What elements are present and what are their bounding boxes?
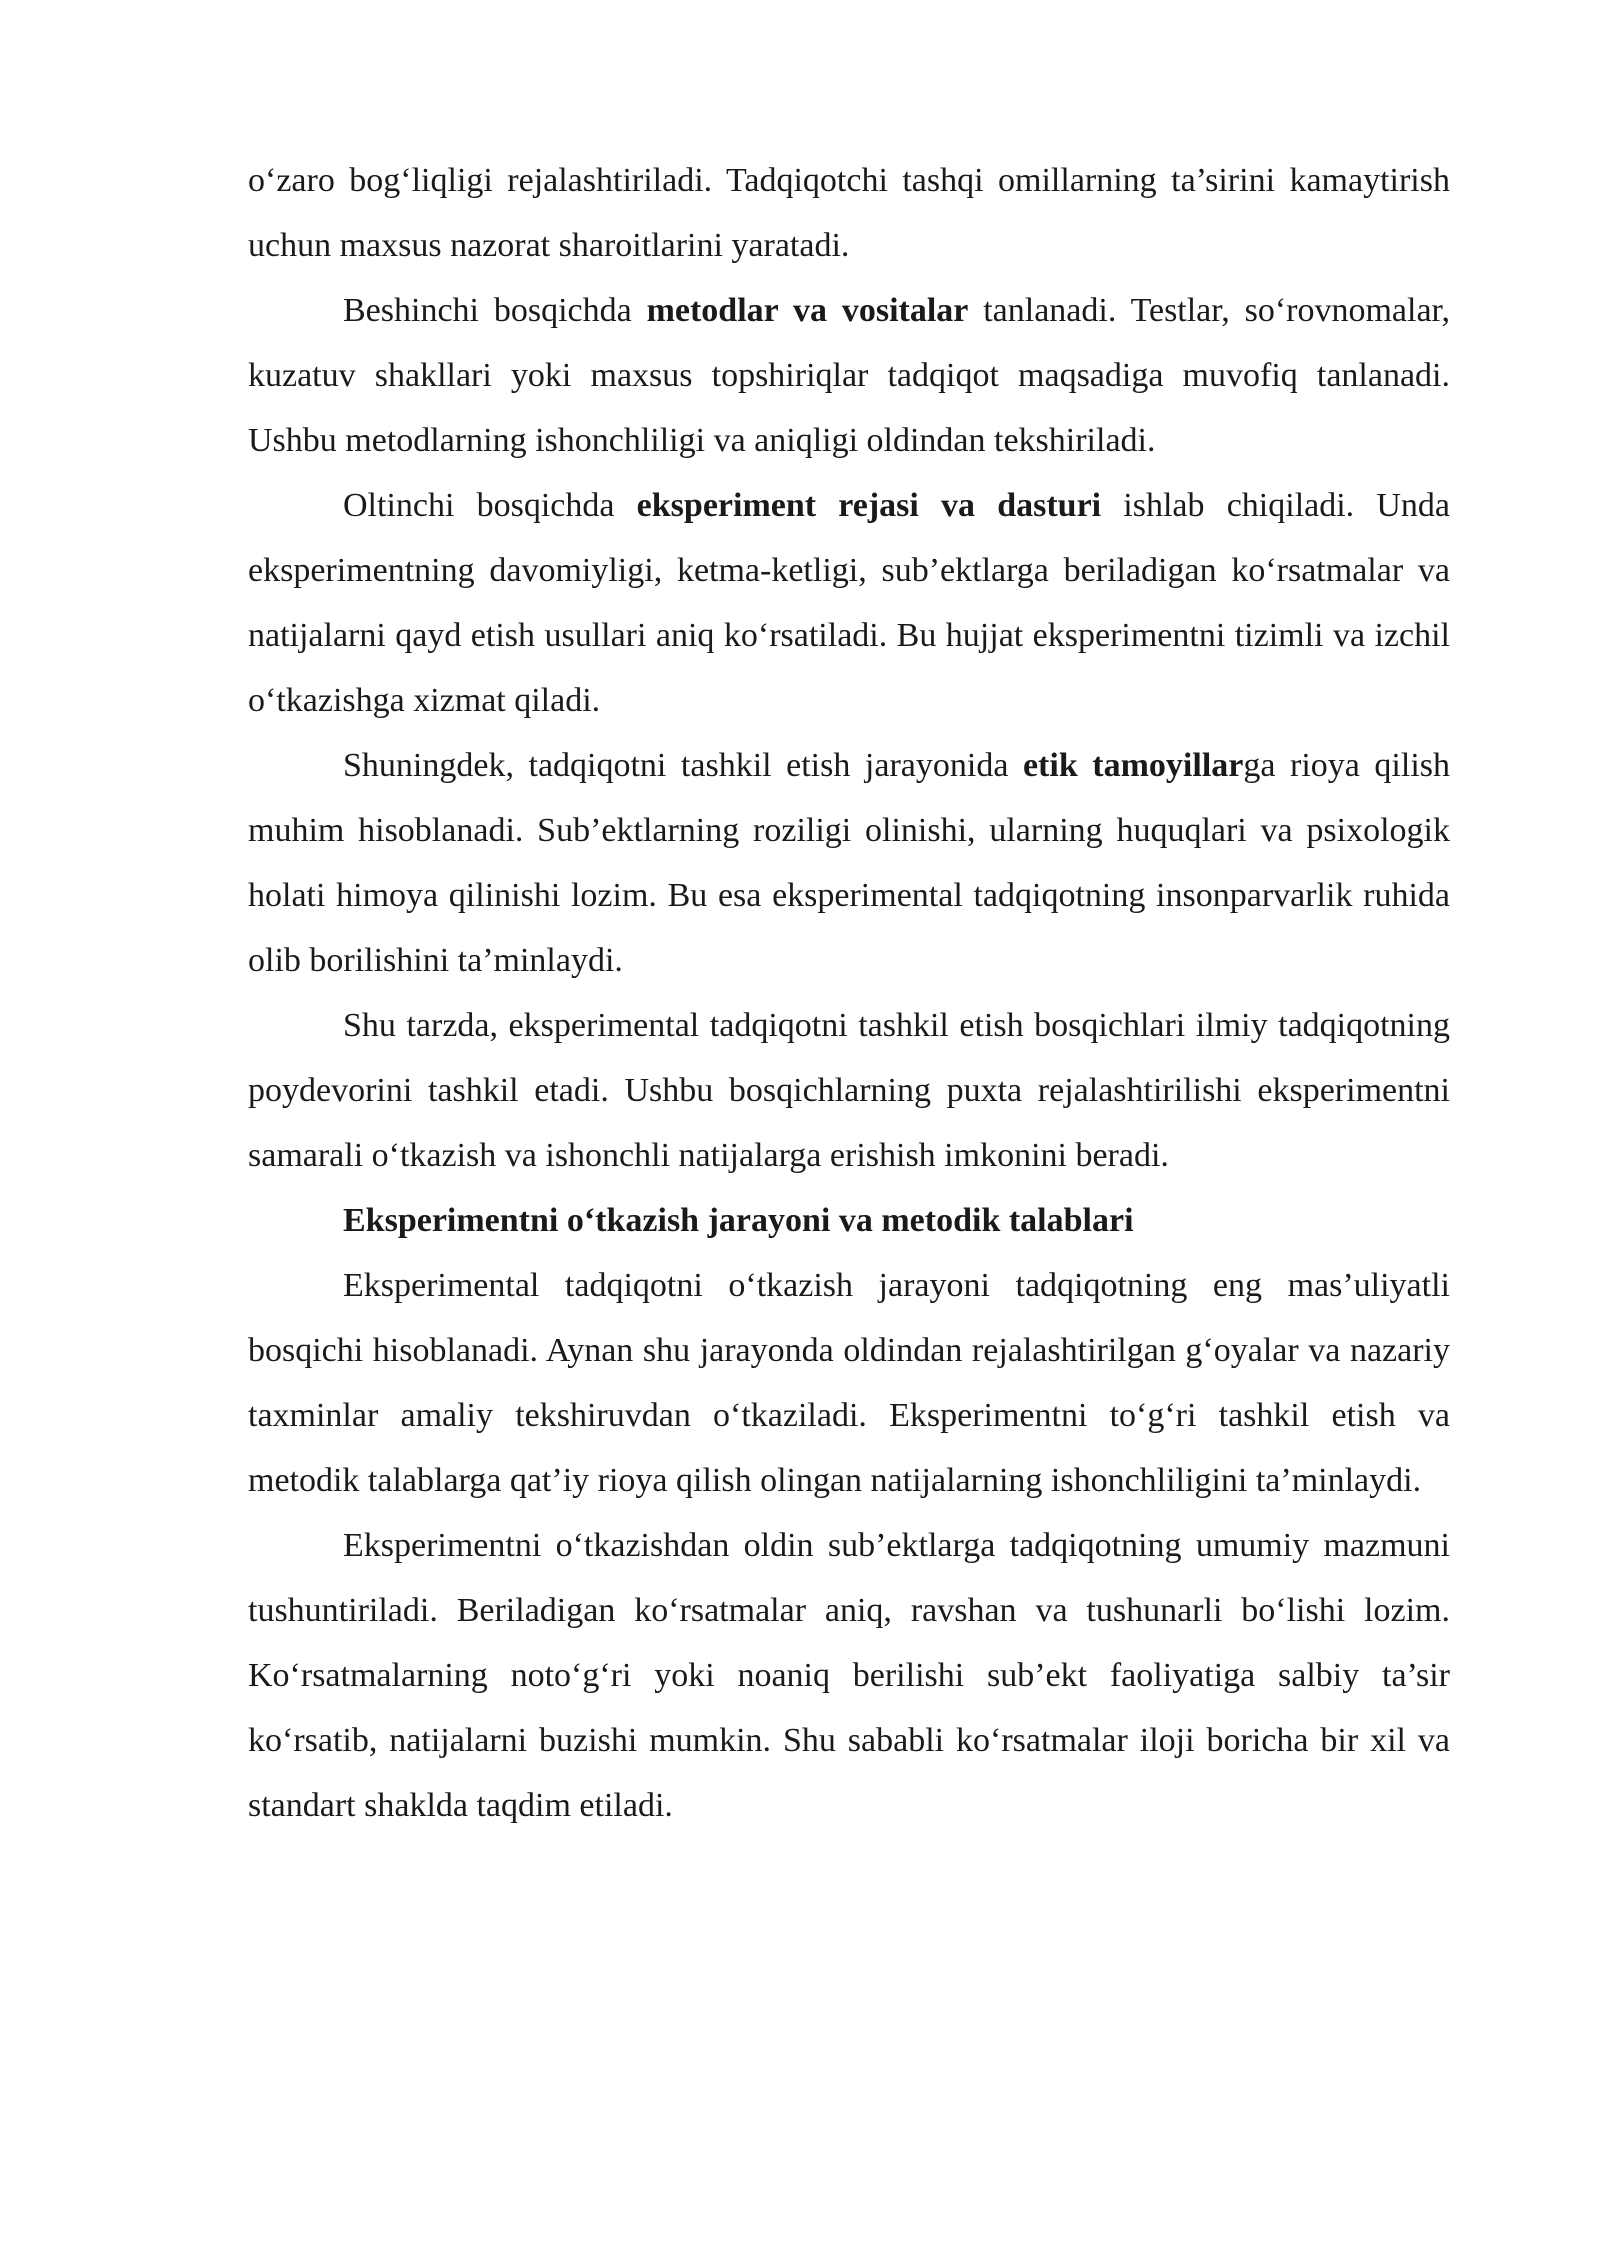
- section-paragraph-1: [248, 1253, 1450, 1513]
- paragraph-1-text: o‘zaro bog‘liqligi rejalashtiriladi. Tadqiqotchi tashqi omillarning ta’sirini kamaytirish uchun maxsus nazorat sharoitlarini yaratadi.: [248, 162, 1450, 264]
- document-page: [248, 148, 1450, 1838]
- section-paragraph-2: [248, 1513, 1450, 1838]
- paragraph-3-bold-term: eksperiment rejasi va dasturi: [636, 487, 1102, 524]
- paragraph-4-text-b: ga rioya qilish muhim hisoblanadi. Sub’ektlarning roziligi olinishi, ularning huquqlari va psixologik holati himoya qilinishi lozim. Bu esa eksperimental tadqiqotning insonparvarlik ruhida olib borilishini ta’minlaydi.: [248, 747, 1451, 979]
- paragraph-3-text-a: Oltinchi bosqichda: [343, 487, 637, 524]
- paragraph-1: [248, 148, 1450, 278]
- paragraph-2-bold-term: metodlar va vositalar: [646, 292, 969, 329]
- paragraph-5-text: Shu tarzda, eksperimental tadqiqotni tashkil etish bosqichlari ilmiy tadqiqotning poydevorini tashkil etadi. Ushbu bosqichlarning puxta rejalashtirilishi eksperimentni samarali o‘tkazish va ishonchli natijalarga erishish imkonini beradi.: [248, 1007, 1450, 1174]
- paragraph-4: [248, 733, 1450, 993]
- paragraph-2: [248, 278, 1450, 473]
- paragraph-4-bold-term: etik tamoyillar: [1022, 747, 1244, 784]
- section-heading: Eksperimentni o‘tkazish jarayoni va metodik talablari: [343, 1202, 1134, 1239]
- section-paragraph-2-text: Eksperimentni o‘tkazishdan oldin sub’ektlarga tadqiqotning umumiy mazmuni tushuntiriladi. Beriladigan ko‘rsatmalar aniq, ravshan va tushunarli bo‘lishi lozim. Ko‘rsatmalarning noto‘g‘ri yoki noaniq berilishi sub’ekt faoliyatiga salbiy ta’sir ko‘rsatib, natijalarni buzishi mumkin. Shu sababli ko‘rsatmalar iloji boricha bir xil va standart shaklda taqdim etiladi.: [248, 1527, 1450, 1824]
- paragraph-2-text-b: tanlanadi. Testlar, so‘rovnomalar, kuzatuv shakllari yoki maxsus topshiriqlar tadqiqot maqsadiga muvofiq tanlanadi. Ushbu metodlarning ishonchliligi va aniqligi oldindan tekshiriladi.: [248, 292, 1451, 459]
- paragraph-3-text-b: ishlab chiqiladi. Unda eksperimentning davomiyligi, ketma-ketligi, sub’ektlarga beriladigan ko‘rsatmalar va natijalarni qayd etish usullari aniq ko‘rsatiladi. Bu hujjat eksperimentni tizimli va izchil o‘tkazishga xizmat qiladi.: [248, 487, 1451, 719]
- paragraph-4-text-a: Shuningdek, tadqiqotni tashkil etish jarayonida: [343, 747, 1023, 784]
- paragraph-3: [248, 473, 1450, 733]
- paragraph-2-text-a: Beshinchi bosqichda: [343, 292, 647, 329]
- paragraph-5: [248, 993, 1450, 1188]
- section-paragraph-1-text: Eksperimental tadqiqotni o‘tkazish jarayoni tadqiqotning eng mas’uliyatli bosqichi hisoblanadi. Aynan shu jarayonda oldindan rejalashtirilgan g‘oyalar va nazariy taxminlar amaliy tekshiruvdan o‘tkaziladi. Eksperimentni to‘g‘ri tashkil etish va metodik talablarga qat’iy rioya qilish olingan natijalarning ishonchliligini ta’minlaydi.: [248, 1267, 1450, 1499]
